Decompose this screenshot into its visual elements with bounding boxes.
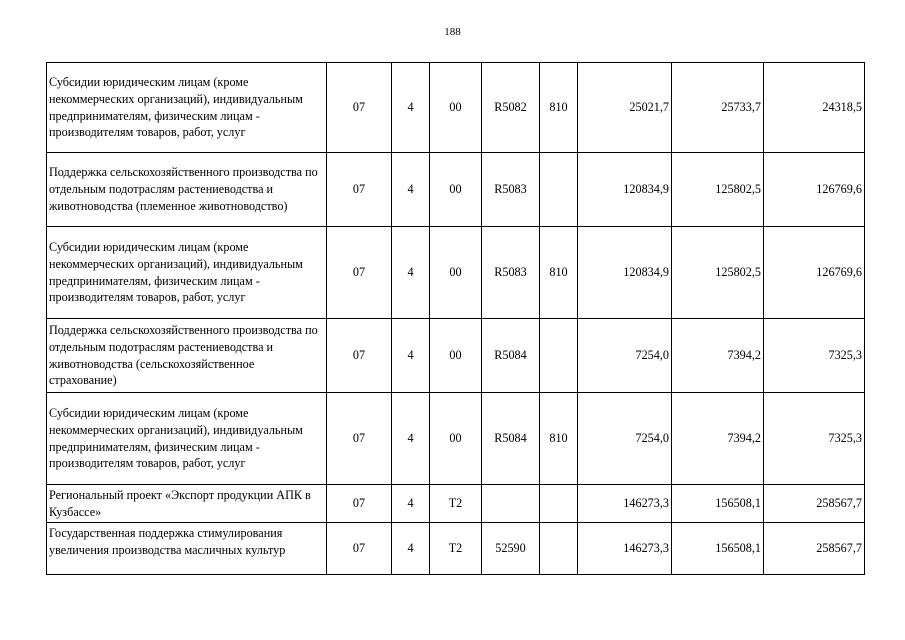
row-name: Государственная поддержка стимулирования увеличения производства масличных культур (47, 523, 327, 575)
amount-year-3: 24318,5 (764, 63, 865, 153)
target-article-code: R5082 (482, 63, 540, 153)
amount-year-3: 7325,3 (764, 319, 865, 393)
row-name: Субсидии юридическим лицам (кроме некоммерческих организаций), индивидуальным предпринимателям, физическим лицам - производителям товаров, работ, услуг (47, 63, 327, 153)
expense-type-code (540, 319, 578, 393)
program-code: 00 (430, 227, 482, 319)
table-row (47, 227, 865, 319)
amount-year-1: 120834,9 (578, 153, 672, 227)
subsection-code: 4 (392, 485, 430, 523)
program-code: 00 (430, 319, 482, 393)
table-row (47, 523, 865, 575)
amount-year-3: 126769,6 (764, 153, 865, 227)
target-article-code (482, 485, 540, 523)
subsection-code: 4 (392, 319, 430, 393)
amount-year-2: 25733,7 (672, 63, 764, 153)
expense-type-code: 810 (540, 227, 578, 319)
row-name: Поддержка сельскохозяйственного производства по отдельным подотраслям растениеводства и животноводства (племенное животноводство) (47, 153, 327, 227)
amount-year-2: 125802,5 (672, 153, 764, 227)
subsection-code: 4 (392, 63, 430, 153)
amount-year-2: 7394,2 (672, 393, 764, 485)
amount-year-1: 120834,9 (578, 227, 672, 319)
expense-type-code: 810 (540, 393, 578, 485)
amount-year-3: 7325,3 (764, 393, 865, 485)
subsection-code: 4 (392, 227, 430, 319)
expense-type-code: 810 (540, 63, 578, 153)
section-code: 07 (327, 523, 392, 575)
row-name: Поддержка сельскохозяйственного производства по отдельным подотраслям растениеводства и животноводства (сельскохозяйственное страхование) (47, 319, 327, 393)
subsection-code: 4 (392, 393, 430, 485)
program-code: 00 (430, 153, 482, 227)
program-code: 00 (430, 393, 482, 485)
table-row (47, 485, 865, 523)
section-code: 07 (327, 485, 392, 523)
section-code: 07 (327, 393, 392, 485)
amount-year-2: 125802,5 (672, 227, 764, 319)
target-article-code: R5084 (482, 393, 540, 485)
target-article-code: 52590 (482, 523, 540, 575)
amount-year-1: 7254,0 (578, 393, 672, 485)
amount-year-1: 146273,3 (578, 523, 672, 575)
program-code: T2 (430, 485, 482, 523)
section-code: 07 (327, 63, 392, 153)
amount-year-2: 156508,1 (672, 523, 764, 575)
table-row (47, 393, 865, 485)
section-code: 07 (327, 227, 392, 319)
target-article-code: R5084 (482, 319, 540, 393)
amount-year-2: 156508,1 (672, 485, 764, 523)
expense-type-code (540, 523, 578, 575)
amount-year-3: 258567,7 (764, 523, 865, 575)
target-article-code: R5083 (482, 153, 540, 227)
amount-year-1: 146273,3 (578, 485, 672, 523)
amount-year-1: 7254,0 (578, 319, 672, 393)
subsection-code: 4 (392, 153, 430, 227)
page-number: 188 (444, 26, 461, 38)
budget-table (46, 62, 865, 575)
table-row (47, 63, 865, 153)
section-code: 07 (327, 153, 392, 227)
amount-year-3: 258567,7 (764, 485, 865, 523)
amount-year-1: 25021,7 (578, 63, 672, 153)
row-name: Субсидии юридическим лицам (кроме некоммерческих организаций), индивидуальным предпринимателям, физическим лицам - производителям товаров, работ, услуг (47, 393, 327, 485)
expense-type-code (540, 153, 578, 227)
amount-year-3: 126769,6 (764, 227, 865, 319)
row-name: Региональный проект «Экспорт продукции АПК в Кузбассе» (47, 485, 327, 523)
program-code: T2 (430, 523, 482, 575)
section-code: 07 (327, 319, 392, 393)
expense-type-code (540, 485, 578, 523)
subsection-code: 4 (392, 523, 430, 575)
table-row (47, 153, 865, 227)
target-article-code: R5083 (482, 227, 540, 319)
amount-year-2: 7394,2 (672, 319, 764, 393)
program-code: 00 (430, 63, 482, 153)
table-row (47, 319, 865, 393)
row-name: Субсидии юридическим лицам (кроме некоммерческих организаций), индивидуальным предпринимателям, физическим лицам - производителям товаров, работ, услуг (47, 227, 327, 319)
